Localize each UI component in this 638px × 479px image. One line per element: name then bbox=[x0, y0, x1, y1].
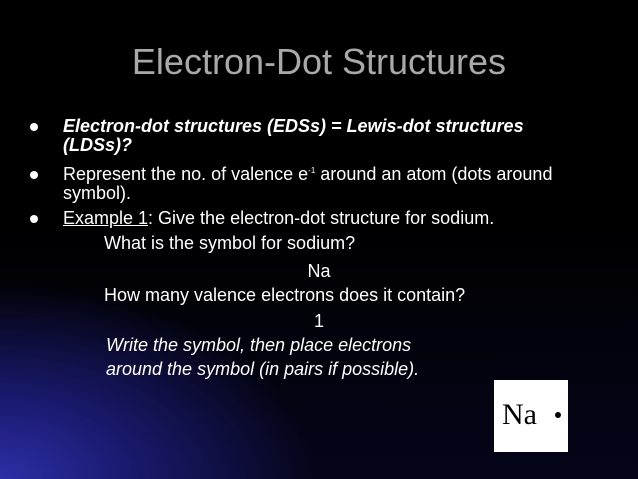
bullet-icon bbox=[30, 123, 38, 131]
electron-dot-figure bbox=[494, 380, 568, 452]
instruction-line: around the symbol (in pairs if possible). bbox=[106, 359, 420, 379]
bullet-represent-text-end: around an atom (dots around symbol). bbox=[63, 164, 553, 203]
bullet-represent-text: Represent the no. of valence e bbox=[63, 164, 309, 184]
answer-valence: 1 bbox=[313, 311, 324, 331]
example-label: Example 1 bbox=[63, 208, 149, 228]
superscript-charge: -1 bbox=[308, 166, 316, 175]
answer-symbol: Na bbox=[307, 261, 331, 281]
question-valence: How many valence electrons does it contain? bbox=[104, 285, 466, 305]
element-symbol: Na bbox=[502, 398, 537, 431]
bullet-example bbox=[63, 209, 603, 228]
instruction-line: Write the symbol, then place electrons bbox=[106, 335, 412, 355]
question-symbol: What is the symbol for sodium? bbox=[104, 233, 356, 253]
bullet-icon bbox=[30, 215, 38, 223]
example-text: : Give the electron-dot structure for sodium. bbox=[148, 208, 495, 228]
bullet-icon bbox=[30, 171, 38, 179]
bullet-definition: Electron-dot structures (EDSs) = Lewis-dot structures (LDSs)? bbox=[63, 116, 524, 155]
slide-title: Electron-Dot Structures bbox=[131, 41, 507, 82]
valence-electron-dot bbox=[555, 412, 561, 418]
bullet-represent bbox=[63, 165, 583, 203]
